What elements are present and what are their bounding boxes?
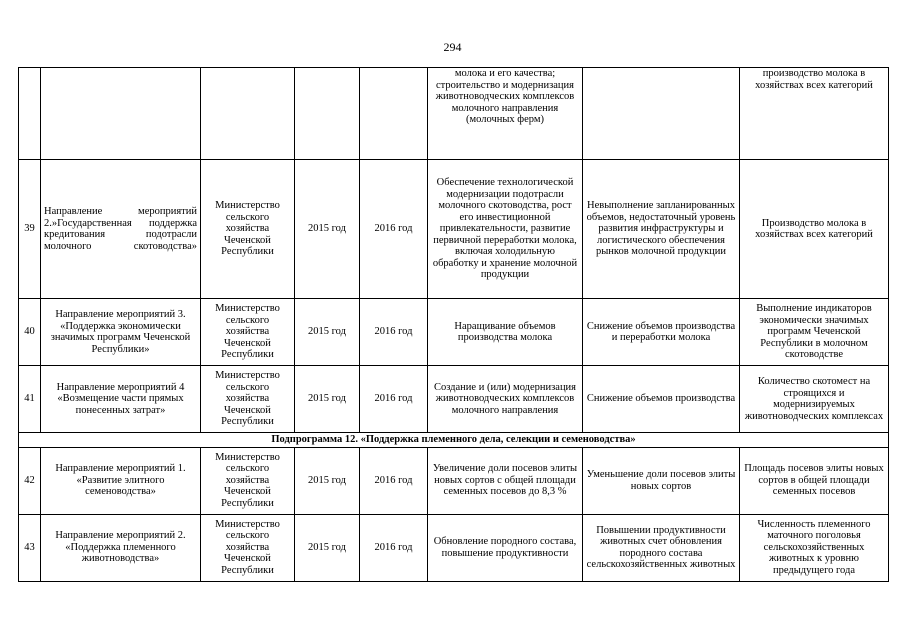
result-cell: Увеличение доли посевов элиты новых сортов с общей площади семенных посевов до 8,3 % — [428, 447, 583, 514]
program-table — [18, 67, 889, 582]
row-number — [19, 68, 41, 160]
executor-cell: Министерство сельского хозяйства Чеченской Республики — [201, 299, 295, 366]
result-cell: Обновление породного состава, повышение продуктивности — [428, 514, 583, 581]
row-number: 41 — [19, 366, 41, 433]
executor-cell: Министерство сельского хозяйства Чеченской Республики — [201, 160, 295, 299]
indicator-cell: Количество скотомест на строящихся и модернизируемых животноводческих комплексах — [740, 366, 889, 433]
table-row — [19, 447, 889, 514]
direction-cell: Направление мероприятий 4 «Возмещение части прямых понесенных затрат» — [41, 366, 201, 433]
page-number: 294 — [443, 40, 462, 54]
indicator-cell: Выполнение индикаторов экономически значимых программ Чеченской Республики в молочном скотоводстве — [740, 299, 889, 366]
table-row — [19, 299, 889, 366]
risks-cell: Невыполнение запланированных объемов, недостаточный уровень развития инфраструктуры и логистического обеспечения рынков молочной продукции — [583, 160, 740, 299]
direction-cell: Направление мероприятий 1. «Развитие элитного семеноводства» — [41, 447, 201, 514]
start-year-cell: 2015 год — [295, 514, 360, 581]
direction-cell: Направление мероприятий 2.»Государственная поддержка кредитования подотрасли молочного скотоводства» — [41, 160, 201, 299]
table-row — [19, 160, 889, 299]
result-cell: Обеспечение технологической модернизации подотрасли молочного скотоводства, рост его инвестиционной привлекательности, развитие первичной переработки молока, включая холодильную обработку и хранение молочной продукции — [428, 160, 583, 299]
end-year-cell — [360, 68, 428, 160]
start-year-cell — [295, 68, 360, 160]
risks-cell: Снижение объемов производства и переработки молока — [583, 299, 740, 366]
executor-cell — [201, 68, 295, 160]
indicator-cell: производство молока в хозяйствах всех категорий — [740, 68, 889, 160]
direction-cell: Направление мероприятий 3. «Поддержка экономически значимых программ Чеченской Республики» — [41, 299, 201, 366]
row-number: 40 — [19, 299, 41, 366]
table-row — [19, 514, 889, 581]
direction-cell: Направление мероприятий 2. «Поддержка племенного животноводства» — [41, 514, 201, 581]
start-year-cell: 2015 год — [295, 447, 360, 514]
executor-cell: Министерство сельского хозяйства Чеченской Республики — [201, 447, 295, 514]
risks-cell — [583, 68, 740, 160]
end-year-cell: 2016 год — [360, 299, 428, 366]
result-cell: Наращивание объемов производства молока — [428, 299, 583, 366]
start-year-cell: 2015 год — [295, 299, 360, 366]
end-year-cell: 2016 год — [360, 514, 428, 581]
indicator-cell: Численность племенного маточного поголовья сельскохозяйственных животных к уровню предыдущего года — [740, 514, 889, 581]
direction-cell — [41, 68, 201, 160]
risks-cell: Уменьшение доли посевов элиты новых сортов — [583, 447, 740, 514]
indicator-cell: Производство молока в хозяйствах всех категорий — [740, 160, 889, 299]
row-number: 43 — [19, 514, 41, 581]
executor-cell: Министерство сельского хозяйства Чеченской Республики — [201, 514, 295, 581]
risks-cell: Повышении продуктивности животных счет обновления породного состава сельскохозяйственных животных — [583, 514, 740, 581]
table-row — [19, 366, 889, 433]
risks-cell: Снижение объемов производства — [583, 366, 740, 433]
start-year-cell: 2015 год — [295, 160, 360, 299]
indicator-cell: Площадь посевов элиты новых сортов в общей площади семенных посевов — [740, 447, 889, 514]
subprogram-row — [19, 433, 889, 448]
row-number: 42 — [19, 447, 41, 514]
row-number: 39 — [19, 160, 41, 299]
result-cell: молока и его качества; строительство и модернизация животноводческих комплексов молочного направления (молочных ферм) — [428, 68, 583, 160]
subprogram-title: Подпрограмма 12. «Поддержка племенного дела, селекции и семеноводства» — [19, 433, 889, 448]
end-year-cell: 2016 год — [360, 447, 428, 514]
end-year-cell: 2016 год — [360, 366, 428, 433]
end-year-cell: 2016 год — [360, 160, 428, 299]
result-cell: Создание и (или) модернизация животноводческих комплексов молочного направления — [428, 366, 583, 433]
executor-cell: Министерство сельского хозяйства Чеченской Республики — [201, 366, 295, 433]
table-row — [19, 68, 889, 160]
start-year-cell: 2015 год — [295, 366, 360, 433]
